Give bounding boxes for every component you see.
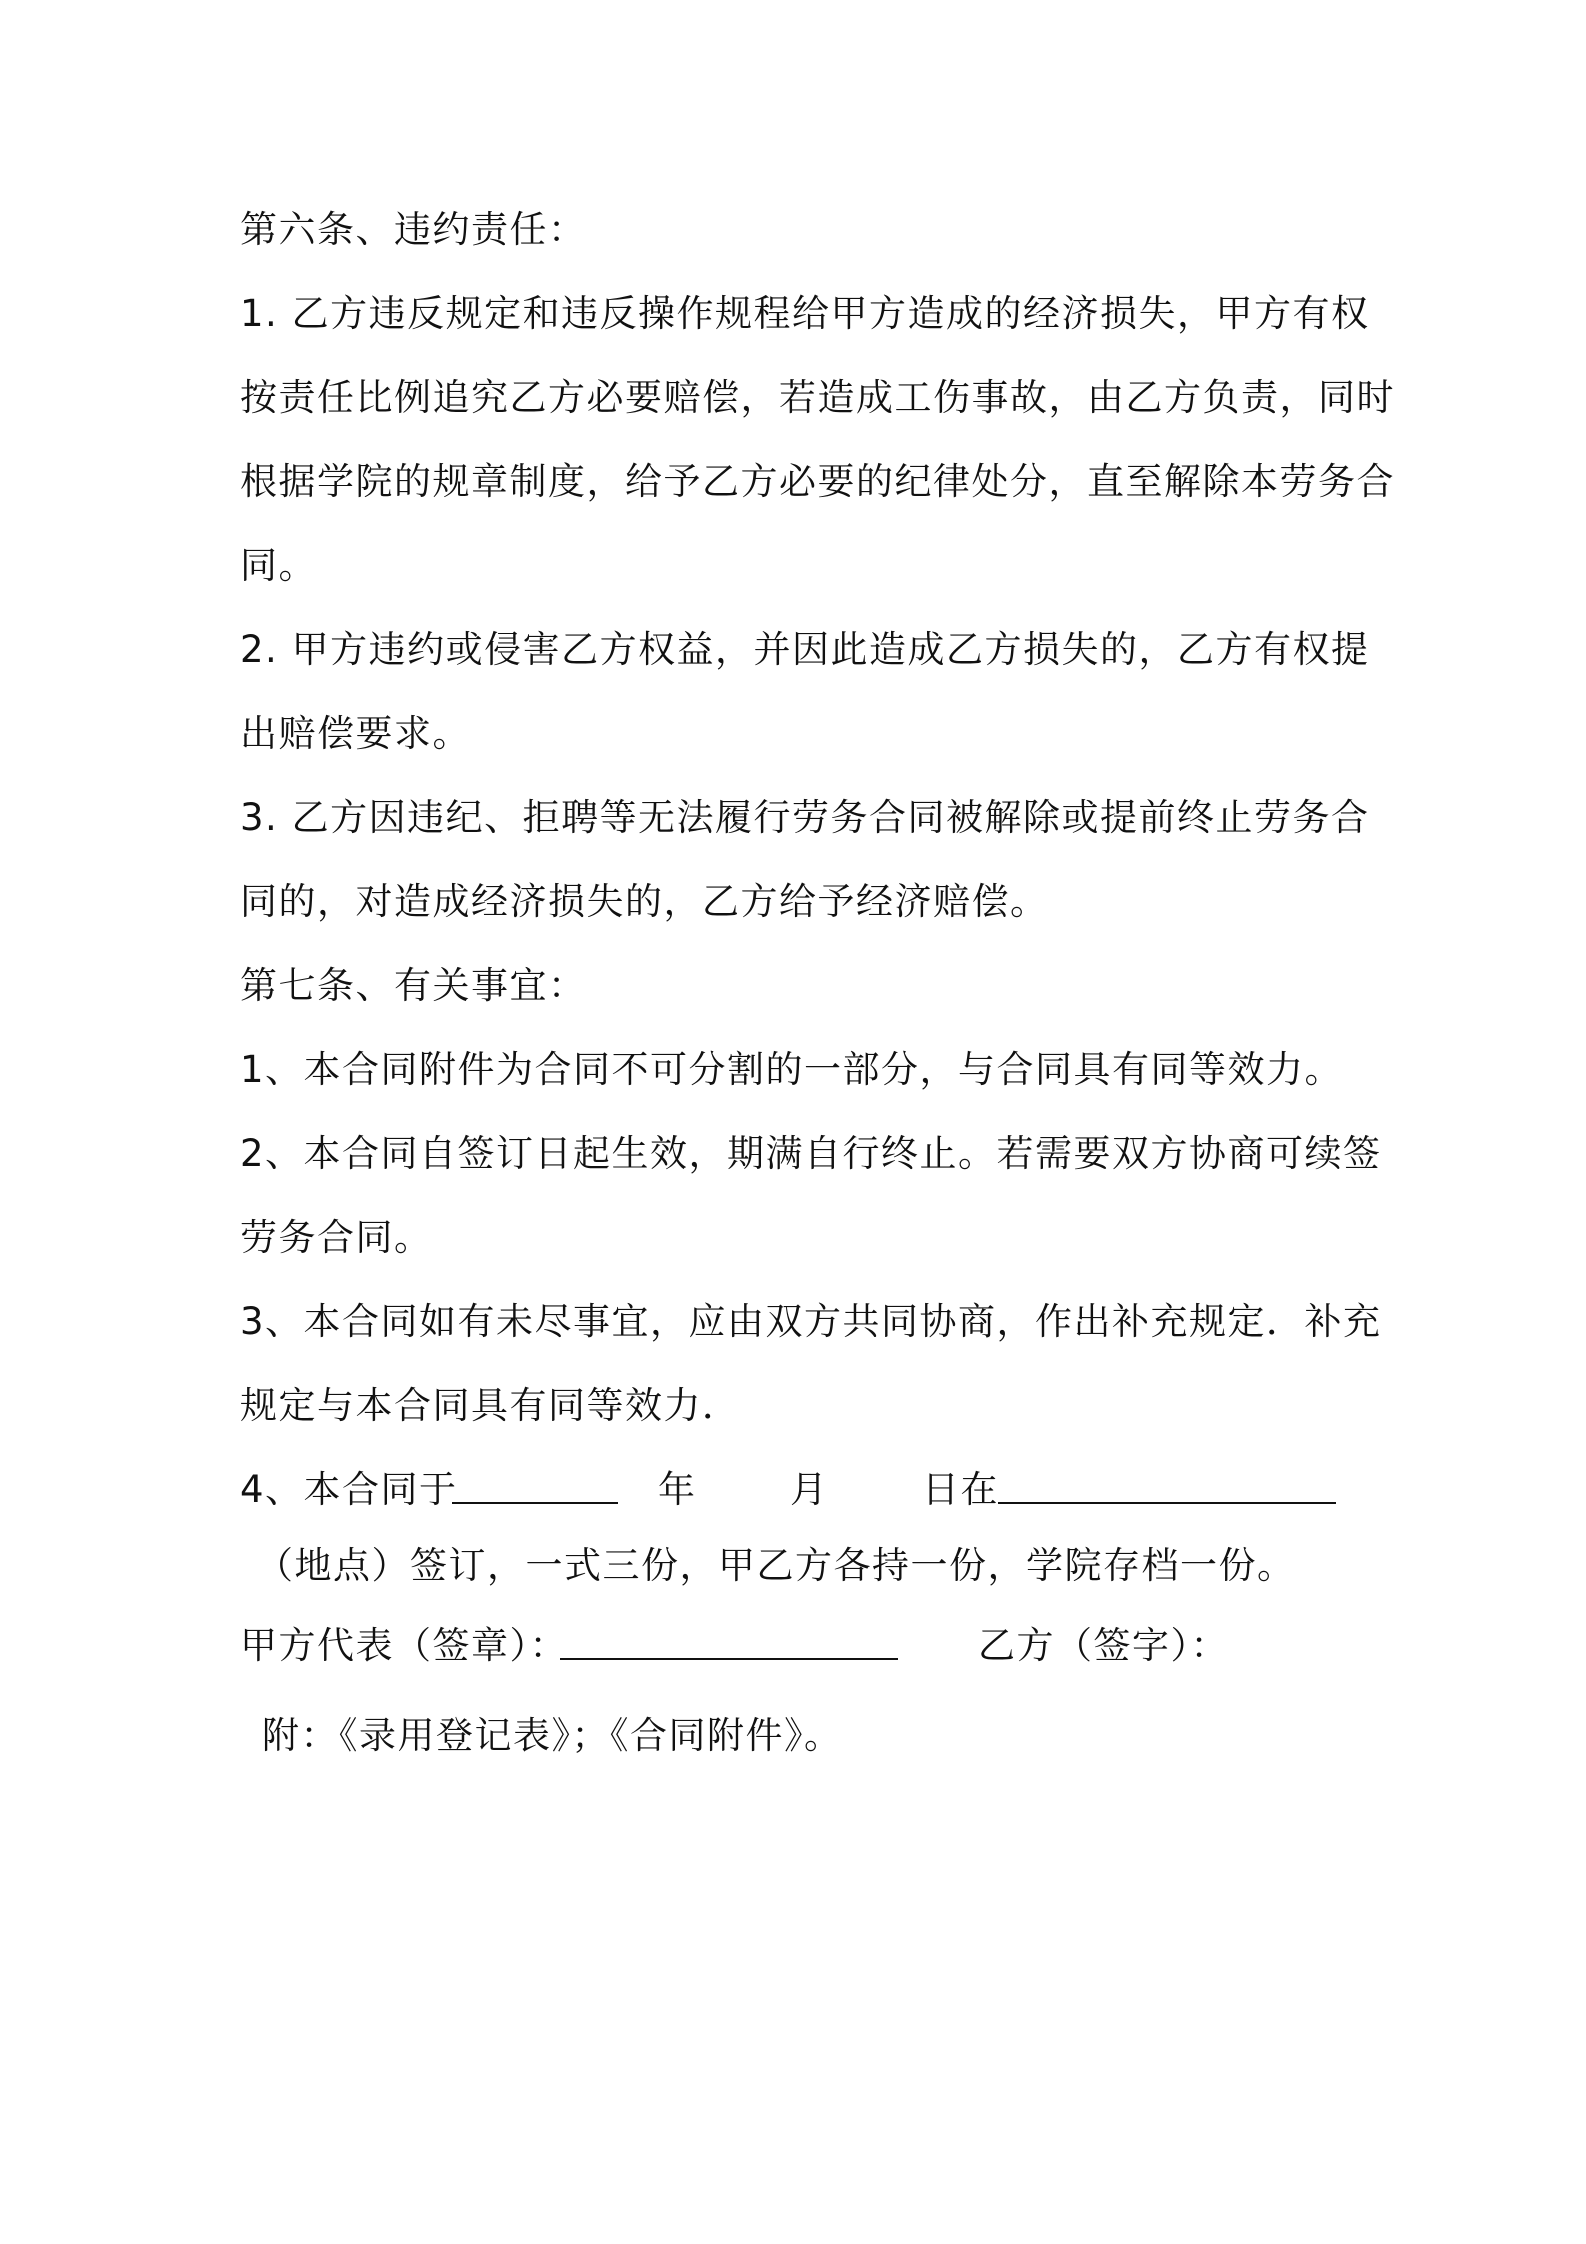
party-a-signature-label: 甲方代表（签章）： xyxy=(240,1624,568,1667)
article-7-clause-2-line-1: 2、本合同自签订日起生效，期满自行终止。若需要双方协商可续签 xyxy=(240,1132,1382,1175)
article-6-clause-1-line-2: 按责任比例追究乙方必要赔偿，若造成工伤事故，由乙方负责，同时 xyxy=(240,376,1395,419)
party-a-fill-line xyxy=(560,1622,898,1660)
signing-date-place-line xyxy=(240,1466,1350,1514)
article-6-clause-3-line-1: 3. 乙方因违纪、拒聘等无法履行劳务合同被解除或提前终止劳务合 xyxy=(240,796,1370,839)
article-7-heading: 第七条、有关事宜： xyxy=(240,964,587,1007)
signing-prefix: 4、本合同于 xyxy=(240,1468,458,1511)
article-7-clause-2-line-2: 劳务合同。 xyxy=(240,1216,433,1259)
article-6-clause-3-line-2: 同的，对造成经济损失的，乙方给予经济赔偿。 xyxy=(240,880,1049,923)
article-6-clause-1-line-3: 根据学院的规章制度，给予乙方必要的纪律处分，直至解除本劳务合 xyxy=(240,460,1395,503)
article-6-clause-1-line-1: 1. 乙方违反规定和违反操作规程给甲方造成的经济损失，甲方有权 xyxy=(240,292,1370,335)
attachments-note: 附：《录用登记表》；《合同附件》。 xyxy=(262,1714,843,1757)
month-label: 月 xyxy=(790,1468,829,1511)
party-b-signature-label: 乙方（签字）： xyxy=(978,1624,1229,1667)
signing-continuation: （地点）签订，一式三份，甲乙方各持一份，学院存档一份。 xyxy=(256,1544,1296,1587)
place-fill-line xyxy=(998,1466,1336,1504)
article-7-clause-3-line-2: 规定与本合同具有同等效力． xyxy=(240,1384,741,1427)
article-7-clause-1-line-1: 1、本合同附件为合同不可分割的一部分，与合同具有同等效力。 xyxy=(240,1048,1344,1091)
article-6-heading: 第六条、违约责任： xyxy=(240,208,587,251)
year-label: 年 xyxy=(658,1468,697,1511)
signing-date-blank xyxy=(452,1466,618,1516)
signature-line xyxy=(240,1622,1340,1670)
article-6-clause-1-line-4: 同。 xyxy=(240,544,317,587)
article-6-clause-2-line-1: 2. 甲方违约或侵害乙方权益，并因此造成乙方损失的，乙方有权提 xyxy=(240,628,1370,671)
signing-place-blank xyxy=(998,1466,1336,1516)
date-fill-line xyxy=(452,1466,618,1504)
day-at-label: 日在 xyxy=(922,1468,999,1511)
party-a-signature-blank xyxy=(560,1622,898,1672)
article-6-clause-2-line-2: 出赔偿要求。 xyxy=(240,712,471,755)
article-7-clause-3-line-1: 3、本合同如有未尽事宜，应由双方共同协商，作出补充规定．补充 xyxy=(240,1300,1382,1343)
